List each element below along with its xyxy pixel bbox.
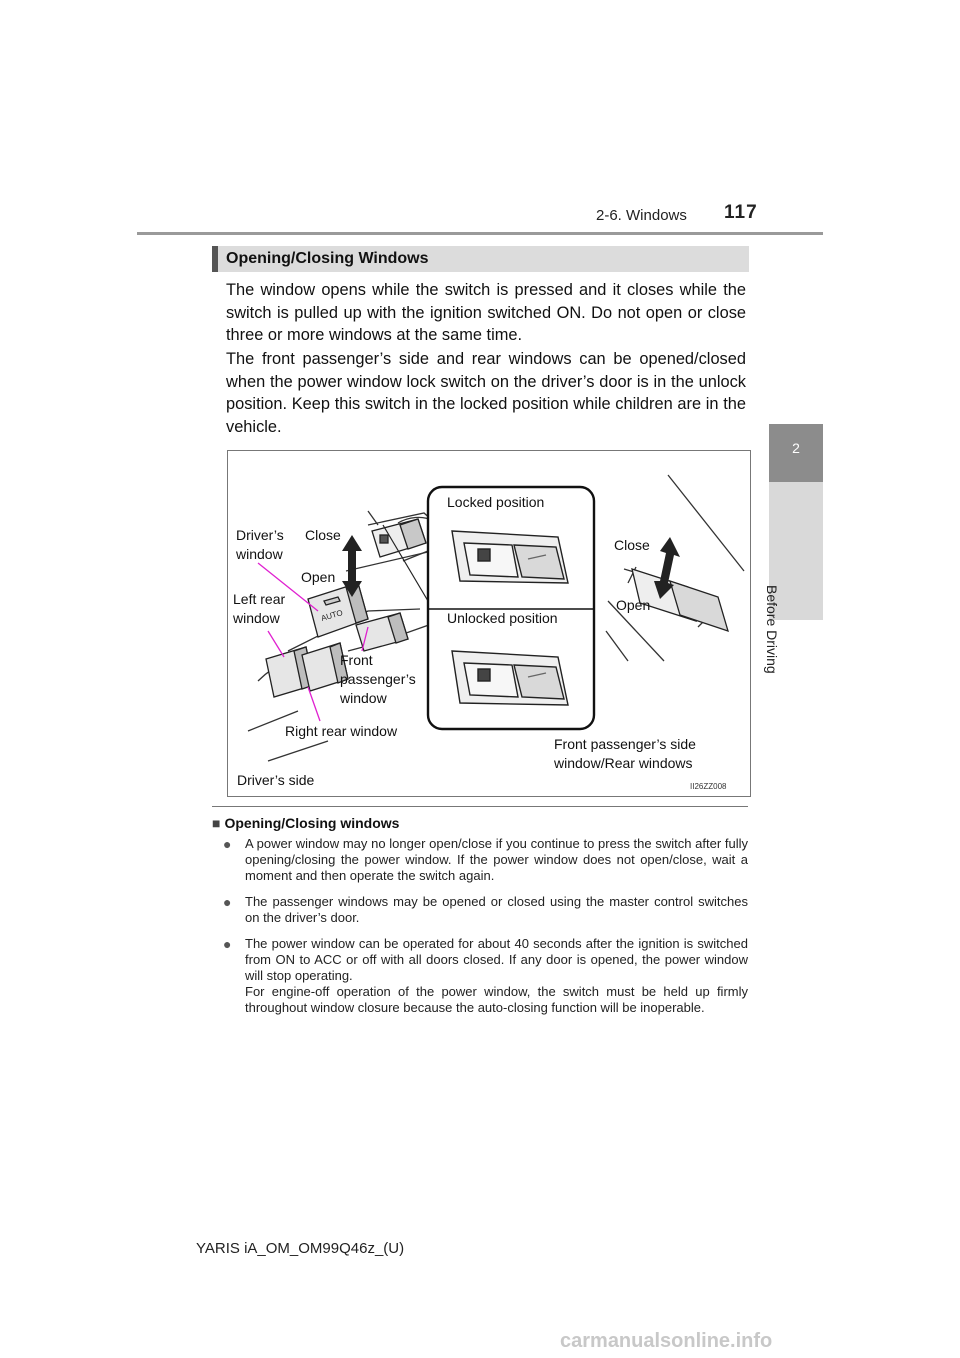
circle-bullet-icon: ● (223, 936, 232, 952)
bullet-text: The power window can be operated for about 40 seconds after the ignition is switched from ON to ACC or off with all doors closed. If any door is opened, the power window will stop operating. For engine-off operation of the power window, the switch must be held up firmly throughout window closure because the auto-closing function will be inoperable. (245, 936, 748, 1015)
label-close-right: Close (614, 537, 650, 553)
label-unlocked-position: Unlocked position (447, 610, 558, 626)
switch-auto-label: AUTO (320, 608, 344, 623)
passenger-door-panel (606, 475, 744, 661)
rear-window-switches (266, 643, 348, 697)
label-drivers-side: Driver’s side (237, 772, 315, 788)
image-code: II26ZZ008 (690, 782, 727, 791)
subsection-title: Opening/Closing windows (224, 815, 400, 831)
chapter-title: Before Driving (764, 585, 780, 674)
chapter-number: 2 (792, 440, 800, 456)
circle-bullet-icon: ● (223, 894, 232, 910)
bullet-text: A power window may no longer open/close if you continue to press the switch after fully opening/closing the power window. If the power window does not open/close, wait a moment and then operate the switch again. (245, 836, 748, 883)
subsection-rule (212, 806, 748, 807)
running-header-section: 2-6. Windows (596, 207, 687, 224)
footer-model: YARIS iA_OM_OM99Q46z_(U) (196, 1240, 405, 1257)
label-drivers-window: Driver’s window (236, 527, 284, 562)
bullet-text: The passenger windows may be opened or closed using the master control switches on the driver’s door. (245, 894, 748, 925)
label-open-left: Open (301, 569, 336, 585)
bullet-item (223, 936, 748, 1016)
label-left-rear-window: Left rear window (233, 591, 286, 626)
bullet-item (223, 894, 748, 926)
page-number: 117 (724, 202, 758, 223)
label-front-passenger-side-rear-windows: Front passenger’s side window/Rear windows (554, 736, 696, 771)
label-front-passengers-window: Front passenger’s window (340, 652, 416, 706)
square-bullet-icon: ■ (212, 815, 221, 831)
label-close-left: Close (305, 527, 341, 543)
bullet-item (223, 836, 748, 884)
section-title: Opening/Closing Windows (226, 250, 429, 267)
label-locked-position: Locked position (447, 494, 545, 510)
body-paragraph-2: The front passenger’s side and rear windows can be opened/closed when the power window lock switch on the driver’s door is in the unlock position. Keep this switch in the locked position while children are in the vehicle. (226, 350, 746, 436)
header-rule (137, 232, 823, 235)
label-right-rear-window: Right rear window (285, 723, 398, 739)
label-open-right: Open (616, 597, 651, 613)
section-title-marker (212, 246, 218, 272)
unlocked-switch (452, 651, 568, 705)
subsection-heading (212, 815, 399, 831)
locked-switch (452, 531, 568, 583)
body-paragraph-1: The window opens while the switch is pressed and it closes while the switch is pulled up with the ignition switched ON. Do not open or close three or more windows at the same time. (226, 281, 746, 344)
circle-bullet-icon: ● (223, 836, 232, 852)
watermark: carmanualsonline.info (560, 1330, 773, 1352)
power-window-switch-figure (227, 450, 751, 797)
